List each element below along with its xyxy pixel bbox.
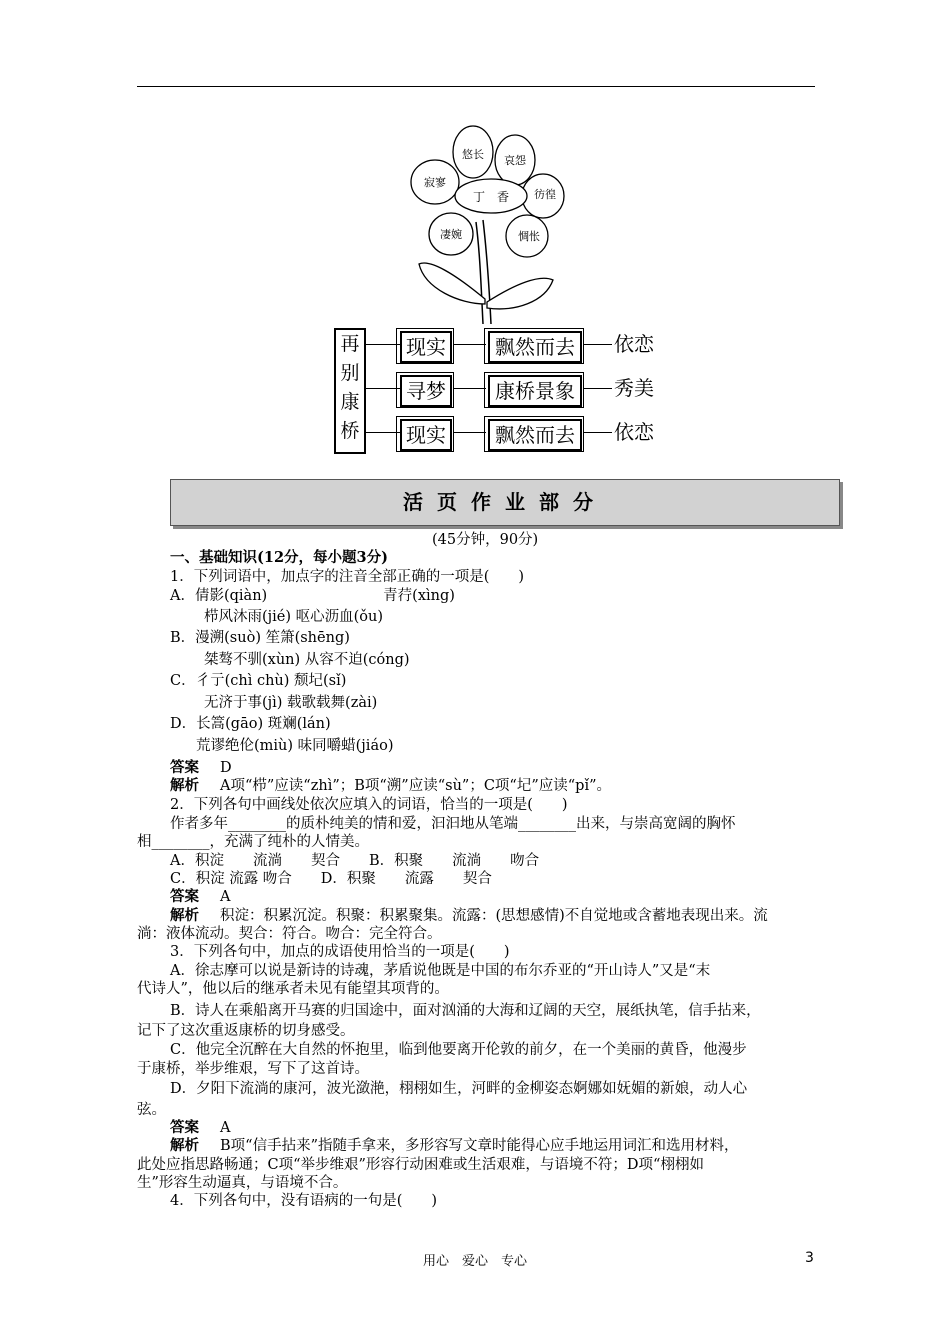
q3-option-a-line2: 代诗人”，他以后的继承者未见有能望其项背的。 [137,981,449,997]
q3-answer: A [220,1120,231,1136]
q2-options-ab: A．积淀 流淌 契合 B．积聚 流淌 吻合 [170,853,540,869]
q2-analysis-line2: 淌：液体流动。契合：符合。吻合：完全符合。 [137,926,442,942]
stage-box: 现实 [400,331,452,363]
banner-title: 活页作业部分 [403,490,607,514]
page-footer: 用心 爱心 专心 [422,1254,527,1269]
question-1-stem: 1．下列词语中，加点字的注音全部正确的一项是( ) [170,569,525,585]
q3-option-a-line1: A．徐志摩可以说是新诗的诗魂，茅盾说他既是中国的布尔乔亚的“开山诗人”又是“末 [170,963,711,979]
q1-option-c-line2: 无济于事(jì) 载歌载舞(zài) [204,695,378,711]
q1-option-a-line1: A．倩影(qiàn) 青荇(xìng) [170,588,455,604]
q1-answer-label: 答案 [170,759,199,776]
q3-option-c-line2: 于康桥，举步维艰，写下了这首诗。 [137,1061,369,1077]
q2-passage-line2: 相________，充满了纯朴的人情美。 [137,834,369,850]
header-rule [137,86,815,87]
q1-analysis-label: 解析 [170,777,199,794]
section-heading: 一、基础知识(12分，每小题3分) [170,549,388,566]
q3-analysis-line1: B项“信手拈来”指随手拿来，多形容写文章时能得心应手地运用词汇和选用材料， [220,1138,739,1154]
q3-answer-label: 答案 [170,1119,199,1136]
petal-label: 寂寥 [424,176,446,189]
q1-option-b-line2: 桀骜不驯(xùn) 从容不迫(cóng) [204,652,410,668]
q3-analysis-label: 解析 [170,1137,199,1154]
scene-box: 康桥景象 [488,375,582,407]
time-note: (45分钟，90分) [432,532,539,548]
q1-analysis: A项“栉”应读“zhì”；B项“溯”应读“sù”；C项“圮”应读“pǐ”。 [220,778,611,794]
q3-option-b-line2: 记下了这次重返康桥的切身感受。 [137,1023,355,1039]
petal-label: 哀怨 [504,154,526,167]
poem-title-box: 再 别 康 桥 [334,328,366,454]
emotion-label: 秀美 [614,376,654,400]
q3-option-c-line1: C．他完全沉醉在大自然的怀抱里，临到他要离开伦敦的前夕，在一个美丽的黄昏，他漫步 [170,1042,747,1058]
stage-box: 寻梦 [400,375,452,407]
q1-option-d-line2: 荒谬绝伦(miù) 味同嚼蜡(jiáo) [196,738,394,754]
question-3-stem: 3．下列各句中，加点的成语使用恰当的一项是( ) [170,944,510,960]
petal-label: 彷徨 [534,188,556,201]
q2-answer: A [220,889,231,905]
q1-answer: D [220,760,232,776]
emotion-label: 依恋 [614,332,654,356]
section-banner [170,479,840,526]
question-2-stem: 2．下列各句中画线处依次应填入的词语，恰当的一项是( ) [170,797,568,813]
question-4-stem: 4．下列各句中，没有语病的一句是( ) [170,1193,438,1209]
q2-analysis-line1: 积淀：积累沉淀。积聚：积累聚集。流露：(思想感情)不自觉地或含蓄地表现出来。流 [220,908,768,924]
q3-analysis-line3: 生”形容生动逼真，与语境不合。 [137,1175,348,1191]
q2-passage-line1: 作者多年________的质朴纯美的情和爱，汩汩地从笔端________出来，与崇高宽阔的胸怀 [170,816,736,832]
petal-label: 惆怅 [518,230,540,243]
scene-box: 飘然而去 [488,419,582,451]
q3-option-d-line1: D．夕阳下流淌的康河，波光潋滟，栩栩如生，河畔的金柳姿态婀娜如妩媚的新娘，动人心 [170,1081,748,1097]
q3-analysis-line2: 此处应指思路畅通；C项“举步维艰”形容行动困难或生活艰难，与语境不符；D项“栩栩如 [137,1157,704,1173]
scene-box: 飘然而去 [488,331,582,363]
q2-answer-label: 答案 [170,888,199,905]
q1-option-a-line2: 栉风沐雨(jié) 呕心沥血(ǒu) [204,609,384,625]
emotion-label: 依恋 [614,420,654,444]
flower-diagram [405,124,565,324]
flower-center: 丁 香 [472,190,510,204]
poem-structure-diagram [330,322,670,457]
q1-option-b-line1: B．漫溯(suò) 笙箫(shēng) [170,630,350,646]
q2-options-cd: C．积淀 流露 吻合 D．积聚 流露 契合 [170,871,492,887]
q3-option-b-line1: B．诗人在乘船离开马赛的归国途中，面对汹涌的大海和辽阔的天空，展纸执笔，信手拈来， [170,1003,761,1019]
petal-label: 悠长 [462,148,484,161]
petal-label: 凄婉 [440,228,462,241]
q1-option-d-line1: D．长篙(gāo) 斑斓(lán) [170,716,331,732]
page-number: 3 [805,1250,814,1266]
q1-option-c-line1: C．彳亍(chì chù) 颓圮(sǐ) [170,673,347,689]
q3-option-d-line2: 弦。 [137,1102,166,1118]
q2-analysis-label: 解析 [170,907,199,924]
stage-box: 现实 [400,419,452,451]
